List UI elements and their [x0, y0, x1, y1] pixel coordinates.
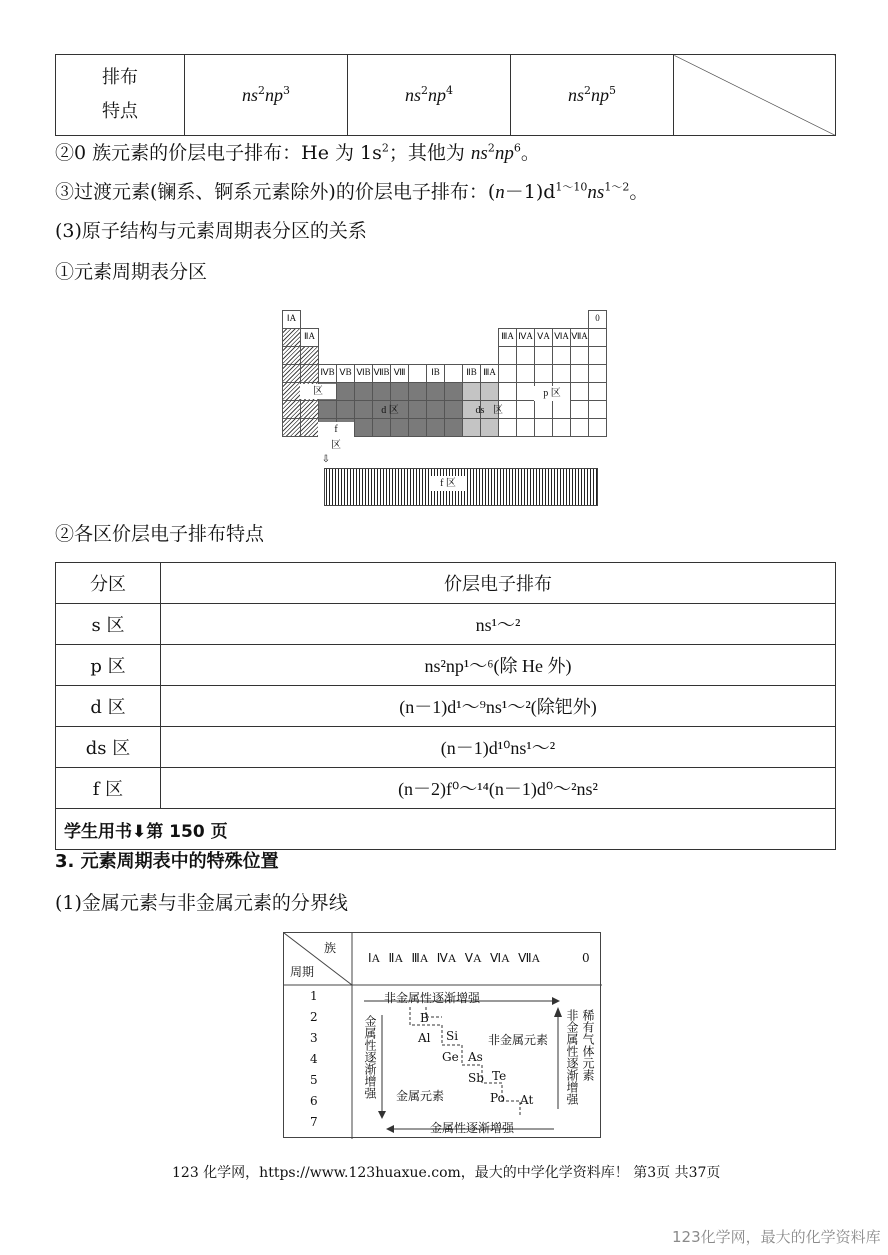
- group-label: ⅦB: [372, 364, 391, 383]
- d-block-cell: [426, 418, 445, 437]
- element-B: B: [420, 1011, 429, 1025]
- p-block-cell: [588, 418, 607, 437]
- top-arrow-head: [552, 997, 560, 1005]
- subheading-boundary: (1)金属元素与非金属元素的分界线: [55, 892, 348, 914]
- element-At: At: [520, 1093, 534, 1107]
- formula-part: np: [265, 84, 283, 105]
- period-label: 1: [310, 989, 318, 1003]
- d-block-cell: [408, 400, 427, 419]
- text: ns: [470, 143, 488, 164]
- s-block-cell: [282, 364, 301, 383]
- sup: 2: [258, 83, 265, 97]
- s-block-cell: [282, 382, 301, 401]
- group-label: ⅥA: [552, 328, 571, 347]
- s-block-cell: [282, 328, 301, 347]
- group-label: ⅣB: [318, 364, 337, 383]
- p-block-cell: [570, 400, 589, 419]
- d-block-cell: [372, 418, 391, 437]
- d-block-cell: [318, 400, 337, 419]
- d-block-cell: [462, 418, 481, 437]
- outer-config-table: [55, 54, 836, 136]
- group-label: ⅦA: [570, 328, 589, 347]
- zone-cell: d 区: [56, 686, 161, 727]
- p-block-cell: [570, 364, 589, 383]
- group-label: ⅥB: [354, 364, 373, 383]
- row-label-line1: 排布: [102, 67, 138, 88]
- sup: 2: [381, 141, 389, 155]
- p-block-cell: [552, 418, 571, 437]
- group-label: ⅢA: [498, 328, 517, 347]
- p-block-cell: [534, 346, 553, 365]
- period-label: 3: [310, 1031, 318, 1045]
- sup: 2: [421, 83, 428, 97]
- config-cell: (n－1)d¹～⁹ns¹～²(除钯外): [161, 686, 836, 727]
- group-label: ⅤB: [336, 364, 355, 383]
- group-label: [408, 364, 427, 383]
- group-label: ⅤA: [534, 328, 553, 347]
- p-zone-label: p 区: [534, 386, 570, 401]
- element-Po: Po: [490, 1091, 505, 1105]
- s-block-cell: [300, 400, 319, 419]
- para-transition: [55, 180, 648, 205]
- p-block-cell: [534, 400, 553, 419]
- s-block-cell: ⅡA: [300, 328, 319, 347]
- p-block-cell: [516, 418, 535, 437]
- p-block-cell: [516, 400, 535, 419]
- text: ns: [587, 182, 605, 203]
- d-block-cell: [354, 418, 373, 437]
- table-row: [56, 768, 836, 809]
- period-label: 7: [310, 1115, 318, 1129]
- section-heading-special: 3. 元素周期表中的特殊位置: [55, 851, 279, 872]
- text: ②0 族元素的价层电子排布：He 为 1s: [55, 142, 382, 164]
- config-cell: ns¹～²: [161, 604, 836, 645]
- s-block-cell: [282, 418, 301, 437]
- ds-zone-label: ds: [475, 405, 485, 416]
- subheading-partition: ①元素周期表分区: [55, 261, 208, 283]
- right-arrow-head: [554, 1007, 562, 1017]
- d-block-cell: [444, 400, 463, 419]
- p-block-cell: [498, 346, 517, 365]
- s-block-cell: ⅠA: [282, 310, 301, 329]
- p-block-cell: [588, 400, 607, 419]
- d-block-cell: [444, 382, 463, 401]
- element-Sb: Sb: [468, 1071, 484, 1085]
- p-block-cell: [516, 364, 535, 383]
- zone-cell: f 区: [56, 768, 161, 809]
- table-row: [56, 604, 836, 645]
- s-block-cell: [300, 346, 319, 365]
- period-label: 4: [310, 1052, 318, 1066]
- period-label: 6: [310, 1094, 318, 1108]
- text: 。: [520, 142, 540, 164]
- d-block-cell: [372, 382, 391, 401]
- group-header: ⅠA ⅡA ⅢA ⅣA ⅤA ⅥA ⅦA: [368, 951, 541, 965]
- p-block-cell: [588, 364, 607, 383]
- p-block-cell: [588, 382, 607, 401]
- bottom-arrow-label: 金属性逐渐增强: [430, 1121, 515, 1135]
- row-label: [56, 55, 185, 136]
- student-book-page-ref: 学生用书⬇第 150 页: [56, 809, 836, 850]
- ds-qu-label: 区: [493, 405, 503, 416]
- f-zone-label: f: [318, 422, 354, 437]
- d-block-cell: [480, 382, 499, 401]
- formula-part: np: [591, 84, 609, 105]
- periodic-partition-diagram: [280, 310, 610, 510]
- config-cell: [348, 55, 511, 136]
- table-footer-row: [56, 809, 836, 850]
- para-zero-group: [55, 141, 540, 166]
- noble-gas-label: 稀有气体元素: [581, 1009, 595, 1081]
- section-heading-3: (3)原子结构与元素周期表分区的关系: [55, 220, 367, 242]
- d-block-cell: [426, 382, 445, 401]
- element-As: As: [468, 1050, 483, 1064]
- zone-config-table: [55, 562, 836, 850]
- s-block-cell: [300, 418, 319, 437]
- s-zone-label: 区: [300, 384, 336, 399]
- group-label: ⅠB: [426, 364, 445, 383]
- d-block-cell: [390, 418, 409, 437]
- bottom-arrow-head: [386, 1125, 394, 1133]
- s-block-cell: [300, 364, 319, 383]
- config-cell: [185, 55, 348, 136]
- table-row: [56, 686, 836, 727]
- period-label: 2: [310, 1010, 318, 1024]
- p-block-cell: [570, 346, 589, 365]
- formula-part: ns: [404, 84, 421, 105]
- sup: 2: [487, 141, 495, 155]
- d-block-cell: [354, 382, 373, 401]
- config-cell: (n－2)f⁰～¹⁴(n－1)d⁰～²ns²: [161, 768, 836, 809]
- corner-label-group: 族: [324, 941, 337, 955]
- page-footer: 123 化学网，https://www.123huaxue.com，最大的中学化学资料库！ 第3页 共37页: [172, 1165, 721, 1181]
- d-block-cell: [480, 418, 499, 437]
- group-label: Ⅷ: [390, 364, 409, 383]
- element-Te: Te: [492, 1069, 507, 1083]
- group-zero: 0: [582, 951, 590, 965]
- p-block-cell: [516, 346, 535, 365]
- p-block-cell: [570, 418, 589, 437]
- formula-part: ns: [567, 84, 584, 105]
- d-block-cell: [336, 400, 355, 419]
- text: 。: [629, 181, 649, 203]
- table-header-row: [56, 563, 836, 604]
- group-label: [444, 364, 463, 383]
- sup: 1～10: [555, 180, 588, 194]
- left-vertical-label: 金属性逐渐增强: [363, 1015, 377, 1099]
- d-block-cell: [426, 400, 445, 419]
- p-block-cell: [534, 364, 553, 383]
- right-vertical-label: 非金属性逐渐增强: [565, 1009, 579, 1105]
- header-zone: 分区: [56, 563, 161, 604]
- sup: 1～2: [604, 180, 630, 194]
- formula-part: ns: [241, 84, 258, 105]
- top-arrow-label: 非金属性逐渐增强: [384, 991, 481, 1005]
- group-label: [588, 328, 607, 347]
- p-block-cell: [570, 382, 589, 401]
- d-block-cell: [390, 382, 409, 401]
- s-block-cell: [282, 346, 301, 365]
- text: ；其他为: [388, 142, 471, 164]
- table-row: [56, 645, 836, 686]
- zone-cell: ds 区: [56, 727, 161, 768]
- text: n: [495, 182, 505, 203]
- s-block-cell: [282, 400, 301, 419]
- table-row: [56, 727, 836, 768]
- f-qu-label: 区: [318, 438, 354, 453]
- element-Al: Al: [418, 1031, 431, 1045]
- arrow-down-icon: ⇩: [321, 454, 331, 465]
- d-zone-label: d 区: [381, 405, 399, 416]
- metal-nonmetal-boundary-diagram: [283, 932, 601, 1138]
- text: －1)d: [504, 181, 556, 203]
- element-Si: Si: [446, 1029, 459, 1043]
- element-Ge: Ge: [442, 1050, 459, 1064]
- p-block-cell: [534, 418, 553, 437]
- p-block-cell: [552, 346, 571, 365]
- p-block-cell: [588, 346, 607, 365]
- zone-cell: p 区: [56, 645, 161, 686]
- sup: 2: [584, 83, 591, 97]
- d-block-cell: [444, 418, 463, 437]
- group-label: ⅡB: [462, 364, 481, 383]
- p-block-cell: [516, 382, 535, 401]
- watermark: 123化学网，最大的化学资料库: [672, 1228, 881, 1246]
- nonmetal-label: 非金属元素: [488, 1033, 549, 1047]
- group-label: 0: [588, 310, 607, 329]
- text: np: [494, 143, 514, 164]
- config-cell: ns²np¹～⁶(除 He 外): [161, 645, 836, 686]
- sup: 6: [513, 141, 521, 155]
- p-block-cell: [498, 382, 517, 401]
- formula-part: np: [428, 84, 446, 105]
- d-block-cell: [354, 400, 373, 419]
- d-block-cell: [408, 382, 427, 401]
- metal-label: 金属元素: [396, 1089, 445, 1103]
- period-label: 5: [310, 1073, 318, 1087]
- p-block-cell: [552, 364, 571, 383]
- config-cell: [511, 55, 674, 136]
- text: ③过渡元素(镧系、锕系元素除外)的价层电子排布：(: [55, 181, 496, 203]
- corner-label-period: 周期: [290, 965, 315, 979]
- d-block-cell: [462, 382, 481, 401]
- zone-cell: s 区: [56, 604, 161, 645]
- p-block-cell: [498, 418, 517, 437]
- d-block-cell: [336, 382, 355, 401]
- empty-diagonal-cell: [674, 55, 836, 136]
- subheading-zone-features: ②各区价层电子排布特点: [55, 523, 265, 545]
- left-arrow-head: [378, 1111, 386, 1119]
- p-block-cell: [498, 364, 517, 383]
- p-block-cell: [552, 400, 571, 419]
- group-label: ⅢA: [480, 364, 499, 383]
- sup: 5: [609, 83, 616, 97]
- f-strip-label: f 区: [430, 476, 466, 491]
- d-block-cell: [408, 418, 427, 437]
- sup: 4: [446, 83, 453, 97]
- header-config: 价层电子排布: [161, 563, 836, 604]
- group-label: ⅣA: [516, 328, 535, 347]
- sup: 3: [283, 83, 290, 97]
- row-label-line2: 特点: [102, 101, 138, 122]
- config-cell: (n－1)d¹⁰ns¹～²: [161, 727, 836, 768]
